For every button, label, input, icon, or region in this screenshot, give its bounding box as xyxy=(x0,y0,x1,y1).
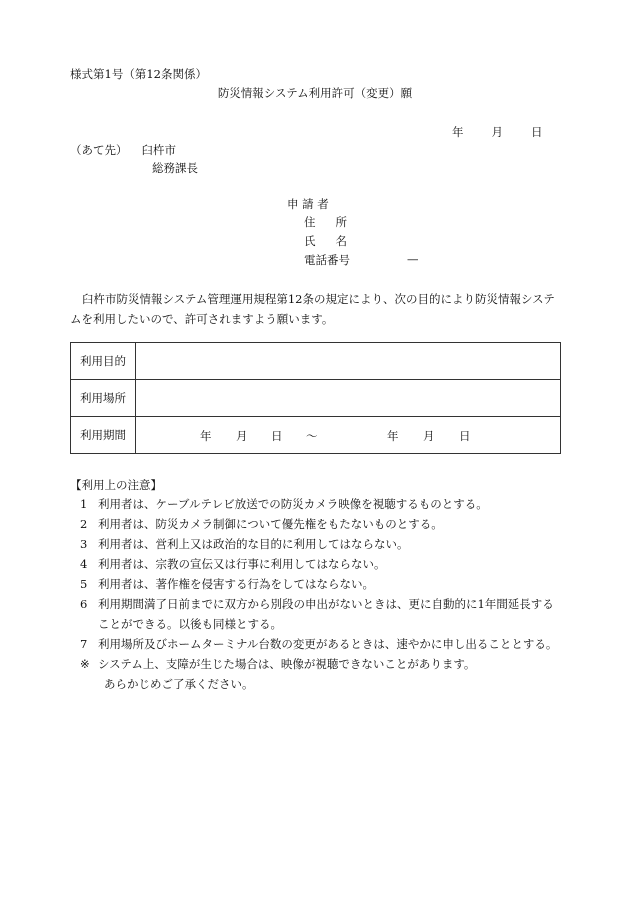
name-label-char-1: 氏 xyxy=(304,234,316,248)
addressee-city: 臼杵市 xyxy=(141,143,176,157)
note-mark: ※ xyxy=(80,657,90,671)
note-number: 4 xyxy=(80,557,88,571)
note-item xyxy=(80,634,557,654)
addressee xyxy=(70,142,176,158)
note-text: 利用者は、防災カメラ制御について優先権をもたないものとする。 xyxy=(98,517,443,531)
period-end-month: 月 xyxy=(423,429,435,443)
note-number: 1 xyxy=(80,497,88,511)
addressee-title: 総務課長 xyxy=(152,161,198,175)
date-year: 年 xyxy=(452,125,464,139)
document-title: 防災情報システム利用許可（変更）願 xyxy=(217,86,413,100)
application-table xyxy=(70,342,561,454)
note-text: 利用者は、営利上又は政治的な目的に利用してはならない。 xyxy=(98,537,409,551)
applicant-address-label xyxy=(304,214,347,230)
note-text-continued: ことができる。以後も同様とする。 xyxy=(98,617,282,631)
location-field[interactable] xyxy=(136,380,561,417)
period-end-day: 日 xyxy=(459,429,471,443)
notes-heading: 【利用上の注意】 xyxy=(70,478,162,492)
period-field[interactable] xyxy=(136,417,561,454)
period-start-month: 月 xyxy=(236,429,248,443)
note-number: 2 xyxy=(80,517,88,531)
period-start-year: 年 xyxy=(200,429,212,443)
phone-separator: — xyxy=(407,252,419,266)
period-start-day: 日 xyxy=(271,429,283,443)
name-label-char-2: 名 xyxy=(335,234,347,248)
note-item xyxy=(80,494,488,514)
address-label-char-2: 所 xyxy=(335,215,347,229)
note-text: システム上、支障が生じた場合は、映像が視聴できないことがあります。 xyxy=(98,657,476,671)
note-item xyxy=(80,534,409,554)
note-text: 利用者は、ケーブルテレビ放送での防災カメラ映像を視聴するものとする。 xyxy=(98,497,488,511)
applicant-name-label xyxy=(304,233,347,249)
note-number: 5 xyxy=(80,577,88,591)
purpose-field[interactable] xyxy=(136,343,561,380)
date-day: 日 xyxy=(531,125,543,139)
applicant-phone-label: 電話番号 xyxy=(304,253,350,267)
form-number: 様式第1号（第12条関係） xyxy=(70,67,207,81)
date-line xyxy=(452,124,543,140)
table-row xyxy=(71,343,561,380)
note-text: 利用者は、著作権を侵害する行為をしてはならない。 xyxy=(98,577,374,591)
note-text: 利用場所及びホームターミナル台数の変更があるときは、速やかに申し出ることとする。 xyxy=(98,637,558,651)
request-body-text: 臼杵市防災情報システム管理運用規程第12条の規定により、次の目的により防災情報システムを利用したいので、許可されますよう願います。 xyxy=(70,292,555,326)
note-number: 7 xyxy=(80,637,88,651)
note-number: 6 xyxy=(80,597,88,611)
row-label-location: 利用場所 xyxy=(71,380,136,417)
address-label-char-1: 住 xyxy=(304,215,316,229)
note-text-continued: あらかじめご了承ください。 xyxy=(104,677,254,691)
note-item xyxy=(80,574,374,594)
note-text: 利用者は、宗教の宣伝又は行事に利用してはならない。 xyxy=(98,557,386,571)
row-label-purpose: 利用目的 xyxy=(71,343,136,380)
applicant-label: 申 請 者 xyxy=(287,197,329,211)
note-item xyxy=(80,654,475,674)
note-item xyxy=(80,554,386,574)
row-label-period: 利用期間 xyxy=(71,417,136,454)
note-text: 利用期間満了日前までに双方から別段の申出がないときは、更に自動的に1年間延長する xyxy=(98,597,554,611)
table-row xyxy=(71,380,561,417)
period-end-year: 年 xyxy=(387,429,399,443)
note-item xyxy=(80,514,443,534)
note-item xyxy=(80,594,554,614)
note-number: 3 xyxy=(80,537,88,551)
table-row xyxy=(71,417,561,454)
period-tilde: ～ xyxy=(306,429,318,443)
date-month: 月 xyxy=(491,125,503,139)
addressee-prefix: （あて先） xyxy=(70,143,128,157)
